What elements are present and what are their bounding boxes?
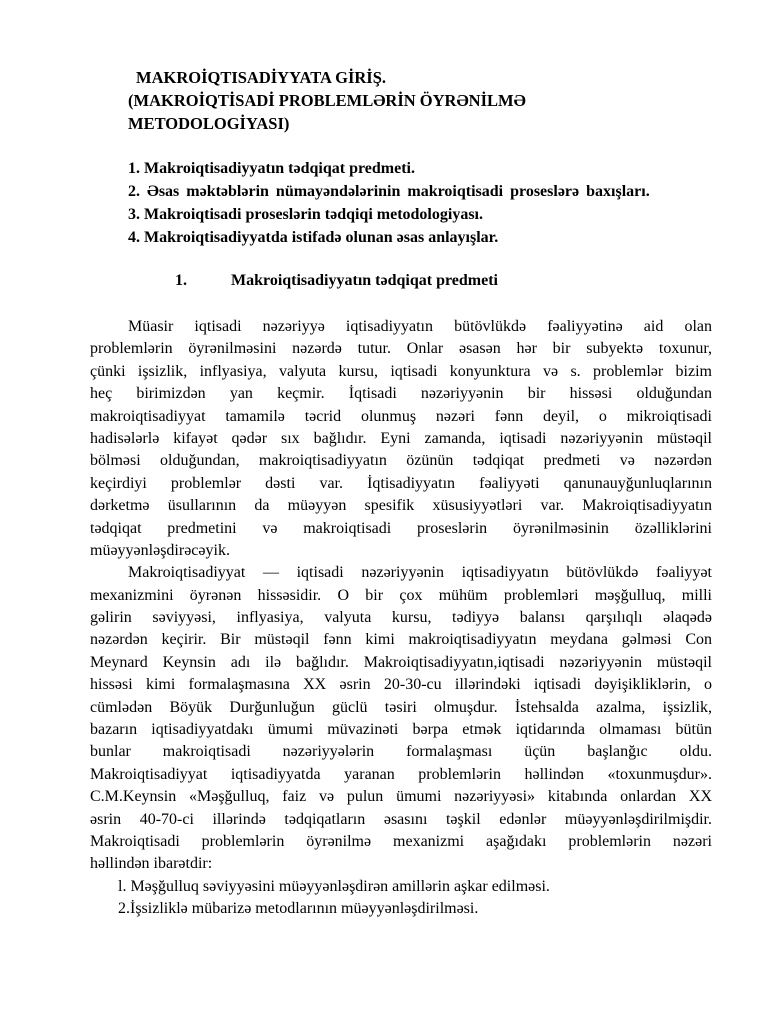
paragraph-line: bölməsi olduğundan, makroiqtisadiyyatın özünün tədqiqat predmeti və nəzərdən [90, 452, 712, 470]
list-item: l. Məşğulluq səviyyəsini müəyyənləşdirən amillərin aşkar edilməsi. [118, 877, 550, 895]
list-item: 2.İşsizliklə mübarizə metodlarının müəyyənləşdirilməsi. [118, 900, 479, 918]
title-line: (MAKROİQTİSADİ PROBLEMLƏRİN ÖYRƏNİLMƏ [128, 91, 526, 110]
paragraph-line: tədqiqat predmetini və makroiqtisadi proseslərin öyrənilməsinin özəlliklərini [90, 519, 712, 537]
paragraph-line: keçirdiyi problemlər dəsti var. İqtisadiyyatın fəaliyyəti qanunauyğunluqlarının [90, 474, 712, 492]
paragraph-line: həllindən ibarətdir: [90, 855, 213, 873]
title-line: MAKROİQTISADİYYATA GİRİŞ. [136, 68, 386, 87]
paragraph-line: Müasir iqtisadi nəzəriyyə iqtisadiyyatın bütövlükdə fəaliyyətinə aid olan [128, 318, 712, 335]
toc-item: 4. Makroiqtisadiyyatda istifadə olunan əsas anlayışlar. [128, 229, 499, 246]
paragraph-line: makroiqtisadiyyat tamamilə təcrid olunmuş nəzəri fənn deyil, o mikroiqtisadi [90, 407, 712, 425]
section-number: 1. [175, 272, 187, 289]
section-title: Makroiqtisadiyyatın tədqiqat predmeti [231, 272, 498, 289]
paragraph [90, 316, 712, 562]
paragraph-line: nəzərdən keçirir. Bir müstəqil fənn kimi makroiqtisadiyyatın meydana gəlməsi Con [90, 631, 712, 649]
paragraph-line: Makroiqtisadi problemlərin öyrənilmə mexanizmi aşağıdakı problemlərin nəzəri [90, 832, 712, 850]
numbered-list [90, 876, 712, 921]
title-line: METODOLOGİYASI) [128, 114, 290, 133]
paragraph [90, 562, 712, 875]
paragraph-line: C.M.Keynsin «Məşğulluq, faiz və pulun ümumi nəzəriyyəsi» kitabında onlardan XX [90, 788, 712, 806]
paragraph-line: dərketmə üsullarının da müəyyən spesifik xüsusiyyətləri var. Makroiqtisadiyyatın [90, 497, 712, 515]
paragraph-line: cümlədən Böyük Durğunluğun güclü təsiri olmuşdur. İstehsalda azalma, işsizlik, [90, 698, 712, 716]
paragraph-line: hissəsi kimi formalaşmasına XX əsrin 20-30-cu illərindəki iqtisadi dəyişikliklərin, o [90, 676, 712, 694]
paragraph-line: bazarın iqtisadiyyatdakı ümumi müvazinəti bərpa etmək iqtidarında olmaması bütün [90, 721, 712, 739]
paragraph-line: gəlirin səviyyəsi, inflyasiya, valyuta kursu, tədiyyə balansı qarşılıqlı əlaqədə [90, 609, 712, 627]
paragraph-line: bunlar makroiqtisadi nəzəriyyələrin formalaşması üçün başlanğıc oldu. [90, 743, 712, 761]
paragraph-line: müəyyənləşdirəcəyik. [90, 541, 230, 559]
paragraph-line: mexanizmini öyrənən hissəsidir. O bir çox mühüm problemləri məşğulluq, milli [90, 586, 712, 604]
toc-item: 1. Makroiqtisadiyyatın tədqiqat predmeti. [128, 160, 415, 177]
paragraph-line: Makroiqtisadiyyat — iqtisadi nəzəriyyənin iqtisadiyyatın bütövlükdə fəaliyyət [128, 564, 712, 582]
paragraph-line: heç birimizdən yan keçmir. İqtisadi nəzəriyyənin bir hissəsi olduğundan [90, 385, 712, 403]
document-title [128, 66, 688, 135]
section-heading [175, 269, 498, 292]
body-text [90, 316, 712, 921]
paragraph-line: Makroiqtisadiyyat iqtisadiyyatda yaranan problemlərin həllindən «toxunmuşdur». [90, 765, 712, 783]
paragraph-line: Meynard Keynsin adı ilə bağlıdır. Makroiqtisadiyyatın,iqtisadi nəzəriyyənin müstəqil [90, 653, 712, 671]
paragraph-line: çünki işsizlik, inflyasiya, valyuta kursu, iqtisadi konyunktura və s. problemlər bizim [90, 362, 712, 380]
paragraph-line: problemlərin öyrənilməsini nəzərdə tutur. Onlar əsasən hər bir subyektə toxunur, [90, 340, 712, 358]
paragraph-line: hadisələrlə kifayət qədər sıx bağlıdır. Eyni zamanda, iqtisadi nəzəriyyənin müstəqil [90, 429, 712, 447]
toc-item: 2. Əsas məktəblərin nümayəndələrinin makroiqtisadi proseslərə baxışları. [128, 183, 650, 200]
toc-item: 3. Makroiqtisadi proseslərin tədqiqi metodologiyası. [128, 206, 483, 223]
table-of-contents [128, 157, 724, 249]
paragraph-line: əsrin 40-70-ci illərində tədqiqatların əsasını təşkil edənlər müəyyənləşdirilmişdir. [90, 810, 712, 828]
